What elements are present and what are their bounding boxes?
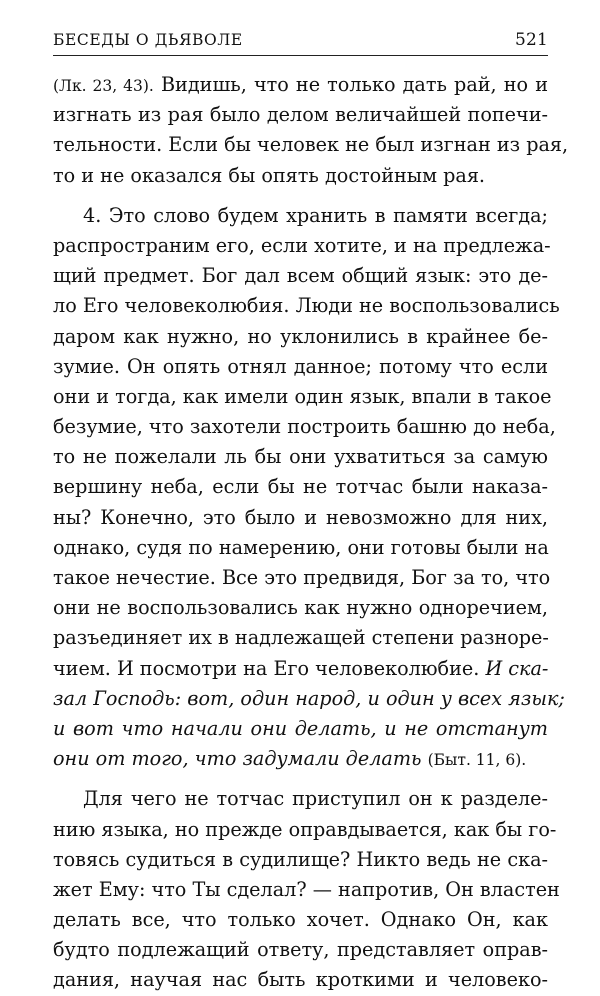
text-line: щий предмет. Бог дал всем общий язык: это де- [53,264,548,288]
text-line: они не воспользовались как нужно одноречием, [53,596,548,620]
running-title: БЕСЕДЫ О ДЬЯВОЛЕ [53,31,243,49]
citation: (Лк. 23, 43). [53,77,154,95]
text-line: дания, научая нас быть кроткими и человеко- [53,968,548,992]
text-line [53,654,548,684]
text-line: безумие, что захотели построить башню до неба, [53,415,556,439]
text-line: даром как нужно, но уклонились в крайнее бе- [53,324,548,348]
scripture-quote: они от того, что задумали делать [53,747,422,771]
text-line: нию языка, но прежде оправдывается, как бы го- [53,817,557,841]
text-line [53,70,548,100]
text-line: однако, судя по намерению, они готовы были на [53,535,549,559]
text-line: будто подлежащий ответу, представляет оправ- [53,938,548,962]
text-line [53,744,548,774]
paragraph [53,784,560,995]
paragraph [53,70,569,191]
text-line: ло Его человеколюбия. Люди не воспользовались [53,294,560,318]
running-header [53,30,548,56]
book-page [53,30,569,996]
text-line-start: чием. И посмотри на Его человеколюбие. [53,656,480,680]
citation: (Быт. 11, 6). [427,751,527,770]
page-body [53,70,569,996]
text-line: делать все, что только хочет. Однако Он, как [53,908,548,932]
text-line: 4. Это слово будем хранить в памяти всегда; [83,203,548,227]
text-line: изгнать из рая было делом величайшей попечи- [53,103,548,127]
scripture-quote: И ска- [485,656,549,680]
text-line: то не пожелали ль бы они ухватиться за самую [53,445,548,469]
text-line: вершину неба, если бы не тотчас были наказа- [53,475,548,499]
text-line-rest: Видишь, что не только дать рай, но и [160,73,548,96]
text-line: они и тогда, как имели один язык, впали в такое [53,384,552,408]
text-line: жет Ему: что Ты сделал? — напротив, Он властен [53,877,560,901]
text-line: распространим его, если хотите, и на предлежа- [53,233,551,257]
text-line: такое нечестие. Все это предвидя, Бог за то, что [53,566,551,589]
text-line: ны? Конечно, это было и невозможно для них, [53,505,548,529]
text-line: тельности. Если бы человек не был изгнан из рая, [53,133,569,157]
text-line: разъединяет их в надлежащей степени разноре- [53,626,549,650]
scripture-quote-line: и вот что начали они делать, и не отстанут [53,716,548,740]
text-line: товясь судиться в судилище? Никто ведь не ска- [53,847,548,871]
page-number: 521 [514,30,548,50]
text-line: Для чего не тотчас приступил он к разделе- [83,787,548,811]
text-line: зумие. Он опять отнял данное; потому что если [53,354,548,378]
paragraph [53,201,565,775]
scripture-quote-line: зал Господь: вот, один народ, и один у всех язык; [53,686,565,710]
text-line: то и не оказался бы опять достойным рая. [53,163,486,187]
